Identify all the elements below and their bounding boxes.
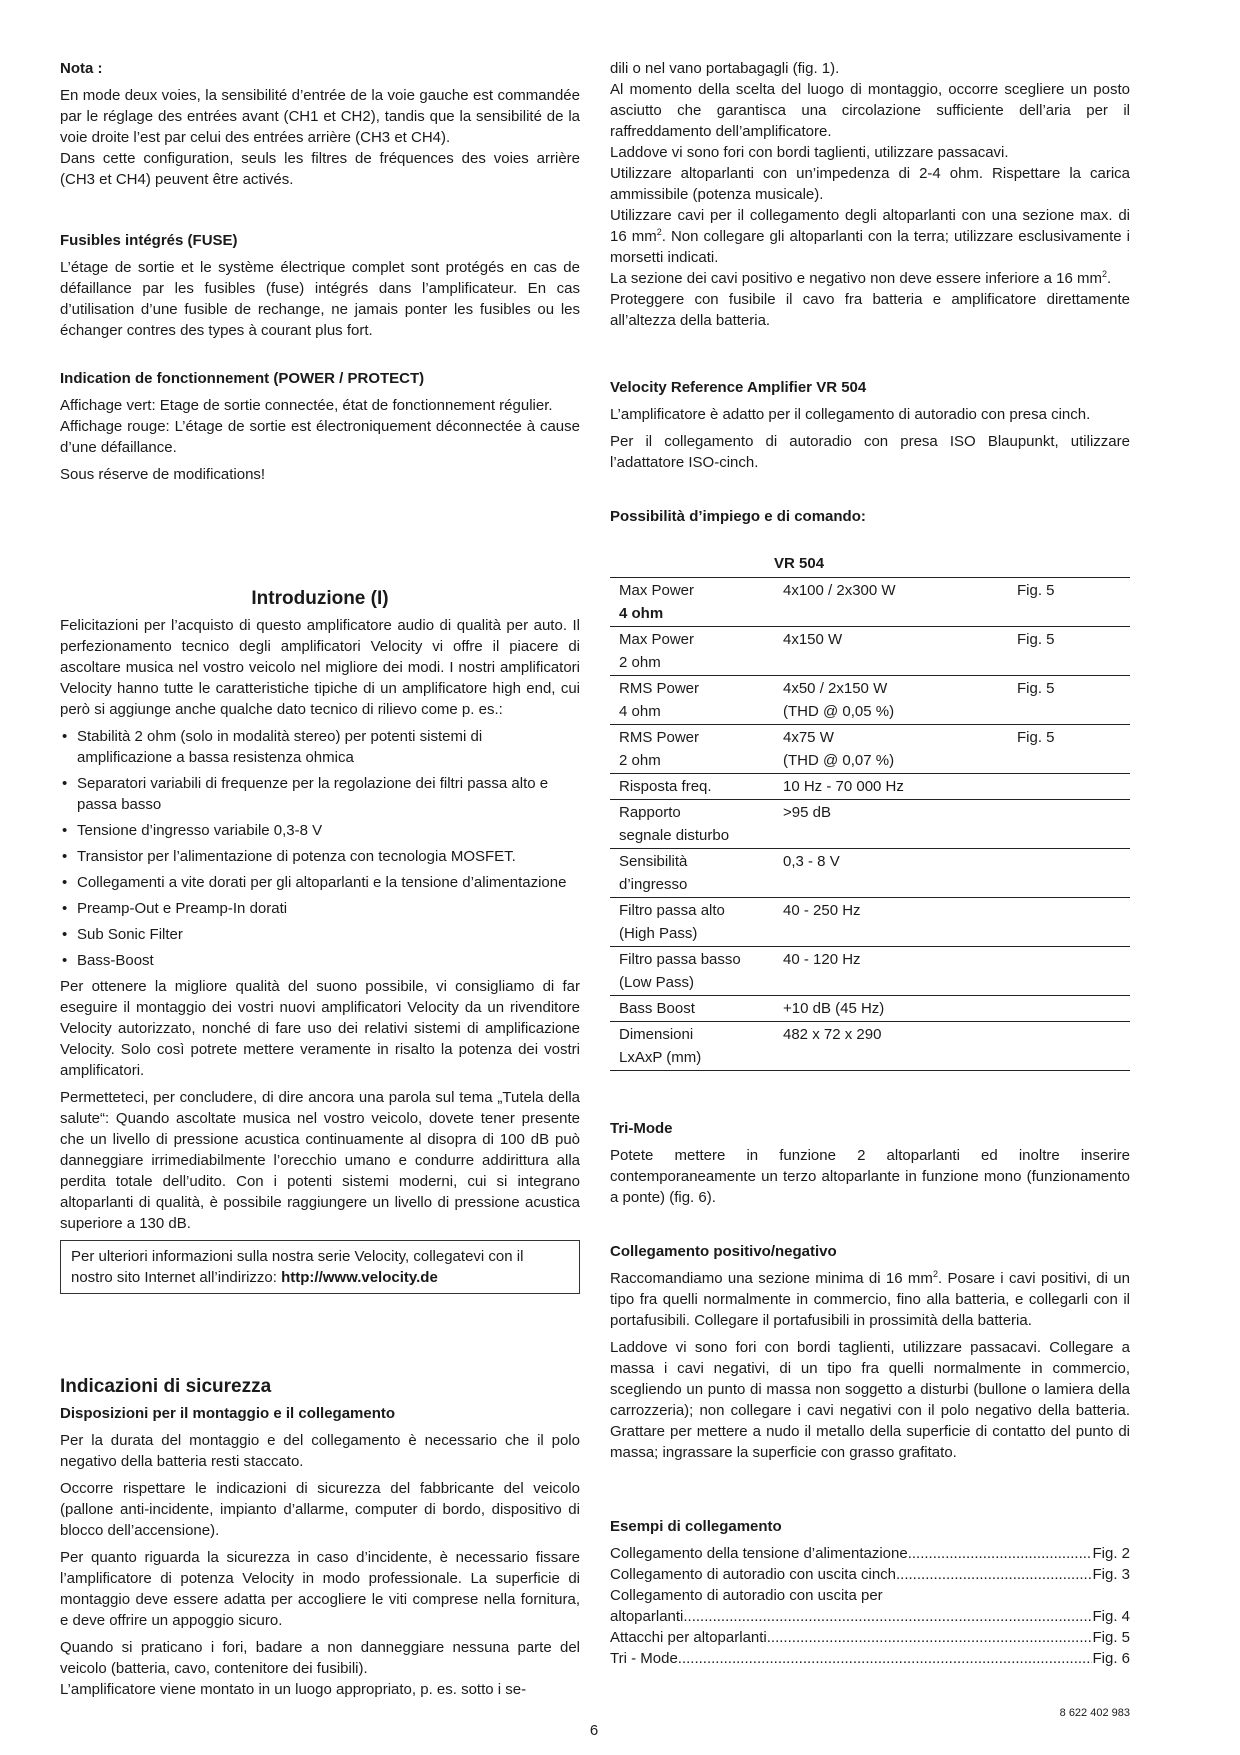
paragraph: Permetteteci, per concludere, di dire ancora una parola sul tema „Tutela della salute“: Quando ascoltate musica nel vostro veicolo, dovete tener presente che un livello di pressione acustica continuamente al disopra di 100 dB può danneggiare irrimediabilmente l’orecchio umano e condurre addirittura alla perdita totale dell’udito. Con i potenti sistemi moderni, cui si integrano altoparlanti di qualità, è possibile raggiungere un livello di pressione acustica superiore a 130 dB.: [60, 1089, 580, 1232]
spec-value: [774, 627, 1008, 676]
text: . Non collegare gli altoparlanti con la terra; utilizzare esclusivamente i morsetti indicati.: [610, 228, 1131, 266]
superscript: 2: [932, 1269, 938, 1279]
safety-heading: Indicazioni di sicurezza: [60, 1376, 272, 1397]
paragraph: L’amplificatore viene montato in un luogo appropriato, p. es. sotto i se-: [60, 1681, 527, 1698]
spec-fig: [1008, 725, 1130, 774]
specs-table: [610, 551, 1130, 1071]
spec-fig: [1008, 676, 1130, 725]
spec-value-line: 4x75 W: [783, 729, 834, 746]
toc-label-line: Collegamento di autoradio con uscita per: [610, 1587, 883, 1604]
toc-label: Tri - Mode: [610, 1650, 678, 1667]
list-item: • Separatori variabili di frequenze per la regolazione dei filtri passa alto e passa basso: [60, 773, 580, 815]
toc-entry: [610, 1627, 1130, 1648]
posneg-section: [610, 1241, 1130, 1469]
spec-fig: [1008, 774, 1130, 800]
paragraph: Al momento della scelta del luogo di montaggio, occorre scegliere un posto asciutto che garantisca una circolazione sufficiente dell’aria per il raffreddamento dell’amplificatore.: [610, 81, 1130, 140]
spec-label: [610, 1022, 774, 1071]
paragraph: Per la durata del montaggio e del collegamento è necessario che il polo negativo della batteria resti staccato.: [60, 1432, 580, 1470]
feature-list: [60, 726, 580, 971]
box-text: Per ulteriori informazioni sulla nostra serie Velocity, collegatevi con il nostro sito Internet all’indirizzo:: [71, 1248, 524, 1286]
table-row: [610, 578, 1130, 627]
table-row: [610, 898, 1130, 947]
spec-label: [610, 849, 774, 898]
spec-value: [774, 898, 1008, 947]
spec-value: [774, 849, 1008, 898]
spec-fig: [1008, 947, 1130, 996]
text: . Posare i cavi positivi, di un tipo fra quelli normalmente in commercio, fino alla batteria, e collegarli con il portafusibili. Collegare il portafusibili in prossimità della batteria.: [610, 1270, 1130, 1329]
table-row: [610, 676, 1130, 725]
examples-heading: Esempi di collegamento: [610, 1518, 782, 1535]
toc-label: Collegamento di autoradio con uscita cinch: [610, 1566, 897, 1583]
paragraph: Per ottenere la migliore qualità del suono possibile, vi consigliamo di far eseguire il montaggio dei vostri nuovi amplificatori Velocity da un rivenditore Velocity autorizzato, nonché di fare uso dei relativi sistemi di amplificazione Velocity. Solo così potrete mettere veramente in risalto la potenza dei vostri amplificatori.: [60, 978, 580, 1079]
paragraph: Dans cette configuration, seuls les filtres de fréquences des voies arrière (CH3 et CH4) peuvent être activés.: [60, 150, 580, 188]
spec-fig: [1008, 996, 1130, 1022]
spec-label-line: Risposta freq.: [619, 778, 712, 795]
paragraph: Quando si praticano i fori, badare a non danneggiare nessuna parte del veicolo (batteria, cavo, contenitore dei fusibili).: [60, 1639, 580, 1677]
text: .: [1106, 270, 1112, 287]
safety-subheading: Disposizioni per il montaggio e il collegamento: [60, 1405, 396, 1422]
toc-label: altoparlanti: [610, 1608, 684, 1625]
spec-value: [774, 676, 1008, 725]
spec-label-line: Sensibilità: [619, 853, 688, 870]
paragraph: Utilizzare altoparlanti con un’impedenza di 2-4 ohm. Rispettare la carica ammissibile (potenza musicale).: [610, 165, 1130, 203]
spec-label-line: Max Power: [619, 582, 695, 599]
specs-section: [610, 506, 1130, 1071]
table-row: [610, 725, 1130, 774]
intro-section: [60, 588, 580, 1298]
superscript: 2: [1101, 269, 1107, 279]
toc-entry: [610, 1564, 1130, 1585]
table-row: [610, 849, 1130, 898]
spec-value-line: (THD @ 0,05 %): [783, 703, 895, 720]
spec-value-line: 4x100 / 2x300 W: [783, 582, 896, 599]
spec-value-line: 482 x 72 x 290: [783, 1026, 882, 1043]
toc-fig: Fig. 3: [1092, 1566, 1130, 1583]
table-row: [610, 947, 1130, 996]
toc-entry: [610, 1648, 1130, 1669]
toc-label: Collegamento della tensione d’alimentazione: [610, 1545, 908, 1562]
trimode-section: [610, 1118, 1130, 1214]
nota-heading: Nota :: [60, 60, 103, 77]
spec-label: [610, 578, 774, 627]
page-number: 6: [589, 1722, 599, 1739]
spec-fig: [1008, 898, 1130, 947]
text: Raccomandiamo una sezione minima di 16 mm: [610, 1270, 933, 1287]
spec-label: [610, 800, 774, 849]
spec-label-line: Filtro passa basso: [619, 951, 741, 968]
spec-value-line: 40 - 250 Hz: [783, 902, 861, 919]
trimode-heading: Tri-Mode: [610, 1120, 673, 1137]
spec-value: [774, 996, 1008, 1022]
list-item: • Stabilità 2 ohm (solo in modalità stereo) per potenti sistemi di amplificazione a bassa resistenza ohmica: [60, 726, 580, 768]
list-item: • Transistor per l’alimentazione di potenza con tecnologia MOSFET.: [60, 846, 580, 867]
table-row: [610, 800, 1130, 849]
nota-section: [60, 58, 580, 196]
text: Utilizzare cavi per il collegamento degli altoparlanti con una sezione max. di 16 mm: [610, 207, 1130, 245]
intro-heading: Introduzione (I): [251, 588, 389, 609]
vr-section: [610, 377, 1130, 479]
spec-label: [610, 627, 774, 676]
spec-fig: [1008, 578, 1130, 627]
spec-value-line: 4x150 W: [783, 631, 843, 648]
spec-fig-line: Fig. 5: [1017, 631, 1055, 648]
specs-heading: Possibilità d’impiego e di comando:: [610, 508, 866, 525]
toc-fig: Fig. 2: [1092, 1545, 1130, 1562]
list-item: • Preamp-Out e Preamp-In dorati: [60, 898, 580, 919]
spec-label-line: Filtro passa alto: [619, 902, 725, 919]
toc-label: Attacchi per altoparlanti: [610, 1629, 767, 1646]
paragraph: Felicitazioni per l’acquisto di questo amplificatore audio di qualità per auto. Il perfezionamento tecnico degli amplificatori Velocity vi offre il piacere di ascoltare musica nel vostro veicolo nel migliore dei modi. I nostri amplificatori Velocity hanno tutte le caratteristiche tipiche di un amplificatore high end, cui però si aggiunge anche qualche dato tecnico di rilievo come p. es.:: [60, 617, 580, 718]
list-item: • Tensione d’ingresso variabile 0,3-8 V: [60, 820, 580, 841]
spec-value-line: 40 - 120 Hz: [783, 951, 861, 968]
spec-value: [774, 578, 1008, 627]
spec-label-line: RMS Power: [619, 729, 700, 746]
spec-value: [774, 774, 1008, 800]
paragraph: [610, 205, 1130, 268]
spec-label-line: 2 ohm: [619, 654, 661, 671]
spec-value-line: >95 dB: [783, 804, 831, 821]
spec-label: [610, 774, 774, 800]
paragraph: L’étage de sortie et le système électrique complet sont protégés en cas de défaillance par les fusibles (fuse) intégrés dans l’amplificateur. En cas d’utilisation d’une fusible de rechange, ne jamais ponter les fusibles ou les échanger contres des types à courant plus fort.: [60, 259, 580, 339]
spec-label-line: (Low Pass): [619, 974, 695, 991]
vr-heading: Velocity Reference Amplifier VR 504: [610, 379, 867, 396]
spec-label-line: RMS Power: [619, 680, 700, 697]
paragraph: Potete mettere in funzione 2 altoparlanti ed inoltre inserire contemporaneamente un terzo altoparlante in funzione mono (funzionamento a ponte) (fig. 6).: [610, 1147, 1130, 1206]
table-row: [610, 627, 1130, 676]
paragraph: L’amplificatore è adatto per il collegamento di autoradio con presa cinch.: [610, 406, 1091, 423]
paragraph: [610, 1268, 1130, 1331]
spec-value: [774, 725, 1008, 774]
spec-label-line: segnale disturbo: [619, 827, 730, 844]
posneg-heading: Collegamento positivo/negativo: [610, 1243, 837, 1260]
paragraph: dili o nel vano portabagagli (fig. 1).: [610, 60, 840, 77]
spec-fig: [1008, 627, 1130, 676]
superscript: 2: [656, 227, 662, 237]
list-item: • Sub Sonic Filter: [60, 924, 580, 945]
spec-label-line: 4 ohm: [619, 605, 664, 622]
fuse-heading: Fusibles intégrés (FUSE): [60, 232, 238, 249]
paragraph: Sous réserve de modifications!: [60, 466, 266, 483]
paragraph: Laddove vi sono fori con bordi taglienti, utilizzare passacavi.: [610, 144, 1009, 161]
spec-label: [610, 898, 774, 947]
paragraph: Affichage rouge: L’étage de sortie est électroniquement déconnectée à cause d’une défaillance.: [60, 418, 580, 456]
paragraph: En mode deux voies, la sensibilité d’entrée de la voie gauche est commandée par le réglage des entrées avant (CH1 et CH2), tandis que la sensibilité de la voie droite l’est par celui des entrées arrière (CH3 et CH4).: [60, 87, 580, 146]
spec-label-line: 2 ohm: [619, 752, 661, 769]
power-section: [60, 368, 580, 491]
spec-label-line: Rapporto: [619, 804, 681, 821]
spec-label: [610, 725, 774, 774]
doc-code: 8 622 402 983: [1059, 1707, 1130, 1719]
paragraph: [610, 268, 1130, 289]
spec-value-line: 0,3 - 8 V: [783, 853, 840, 870]
spec-value-line: 4x50 / 2x150 W: [783, 680, 888, 697]
table-row: [610, 774, 1130, 800]
spec-value-line: +10 dB (45 Hz): [783, 1000, 885, 1017]
table-row: [610, 1022, 1130, 1071]
toc-fig: Fig. 5: [1092, 1629, 1130, 1646]
text: La sezione dei cavi positivo e negativo non deve essere inferiore a 16 mm: [610, 270, 1102, 287]
paragraph: Per quanto riguarda la sicurezza in caso d’incidente, è necessario fissare l’amplificatore di potenza Velocity in modo professionale. La superficie di montaggio deve essere adatta per accogliere le viti comprese nella fornitura, e deve offrire un appoggio sicuro.: [60, 1549, 580, 1629]
toc-entry: [610, 1543, 1130, 1564]
spec-label-line: Bass Boost: [619, 1000, 695, 1017]
spec-value: [774, 1022, 1008, 1071]
spec-fig-line: Fig. 5: [1017, 582, 1055, 599]
spec-value: [774, 947, 1008, 996]
paragraph: Affichage vert: Etage de sortie connectée, état de fonctionnement régulier.: [60, 397, 553, 414]
spec-label: [610, 676, 774, 725]
spec-label-line: LxAxP (mm): [619, 1049, 702, 1066]
spec-label-line: 4 ohm: [619, 703, 661, 720]
website-info-box: [60, 1240, 580, 1294]
spec-value-line: (THD @ 0,07 %): [783, 752, 895, 769]
spec-label: [610, 996, 774, 1022]
safety-section: [60, 1376, 580, 1706]
table-row: [610, 996, 1130, 1022]
spec-fig-line: Fig. 5: [1017, 729, 1055, 746]
spec-value: [774, 800, 1008, 849]
toc-entry: [610, 1606, 1130, 1627]
examples-section: [610, 1516, 1130, 1669]
spec-fig: [1008, 1022, 1130, 1071]
spec-fig: [1008, 849, 1130, 898]
model-header: VR 504: [774, 551, 1008, 578]
spec-fig-line: Fig. 5: [1017, 680, 1055, 697]
paragraph: Proteggere con fusibile il cavo fra batteria e amplificatore direttamente all’altezza della batteria.: [610, 291, 1130, 329]
spec-fig: [1008, 800, 1130, 849]
list-item: • Bass-Boost: [60, 950, 580, 971]
header-spacer: [610, 551, 774, 578]
header-spacer: [1008, 551, 1130, 578]
toc-fig: Fig. 4: [1092, 1608, 1130, 1625]
paragraph: Per il collegamento di autoradio con presa ISO Blaupunkt, utilizzare l’adattatore ISO-cinch.: [610, 433, 1130, 471]
website-link[interactable]: http://www.velocity.de: [281, 1269, 438, 1286]
spec-label-line: Dimensioni: [619, 1026, 694, 1043]
list-item: • Collegamenti a vite dorati per gli altoparlanti e la tensione d’alimentazione: [60, 872, 580, 893]
spec-label: [610, 947, 774, 996]
spec-value-line: 10 Hz - 70 000 Hz: [783, 778, 904, 795]
toc-fig: Fig. 6: [1092, 1650, 1130, 1667]
paragraph: Occorre rispettare le indicazioni di sicurezza del fabbricante del veicolo (pallone anti-incidente, impianto d’allarme, computer di bordo, dispositivo di blocco dell’accensione).: [60, 1480, 580, 1539]
fuse-section: [60, 230, 580, 347]
power-heading: Indication de fonctionnement (POWER / PROTECT): [60, 370, 425, 387]
install-continued: [610, 58, 1130, 337]
spec-label-line: d’ingresso: [619, 876, 688, 893]
spec-label-line: Max Power: [619, 631, 695, 648]
spec-label-line: (High Pass): [619, 925, 698, 942]
paragraph: Laddove vi sono fori con bordi taglienti, utilizzare passacavi. Collegare a massa i cavi negativi, di un tipo fra quelli normalmente in commercio, scegliendo un punto di massa non soggetto a disturbi (bullone o lamiera della carrozzeria); non collegare i cavi negativi con il polo negativo della batteria. Grattare per mettere a nudo il metallo della superficie di contatto del punto di massa; ingrassare la superficie con grasso grafitato.: [610, 1339, 1130, 1461]
